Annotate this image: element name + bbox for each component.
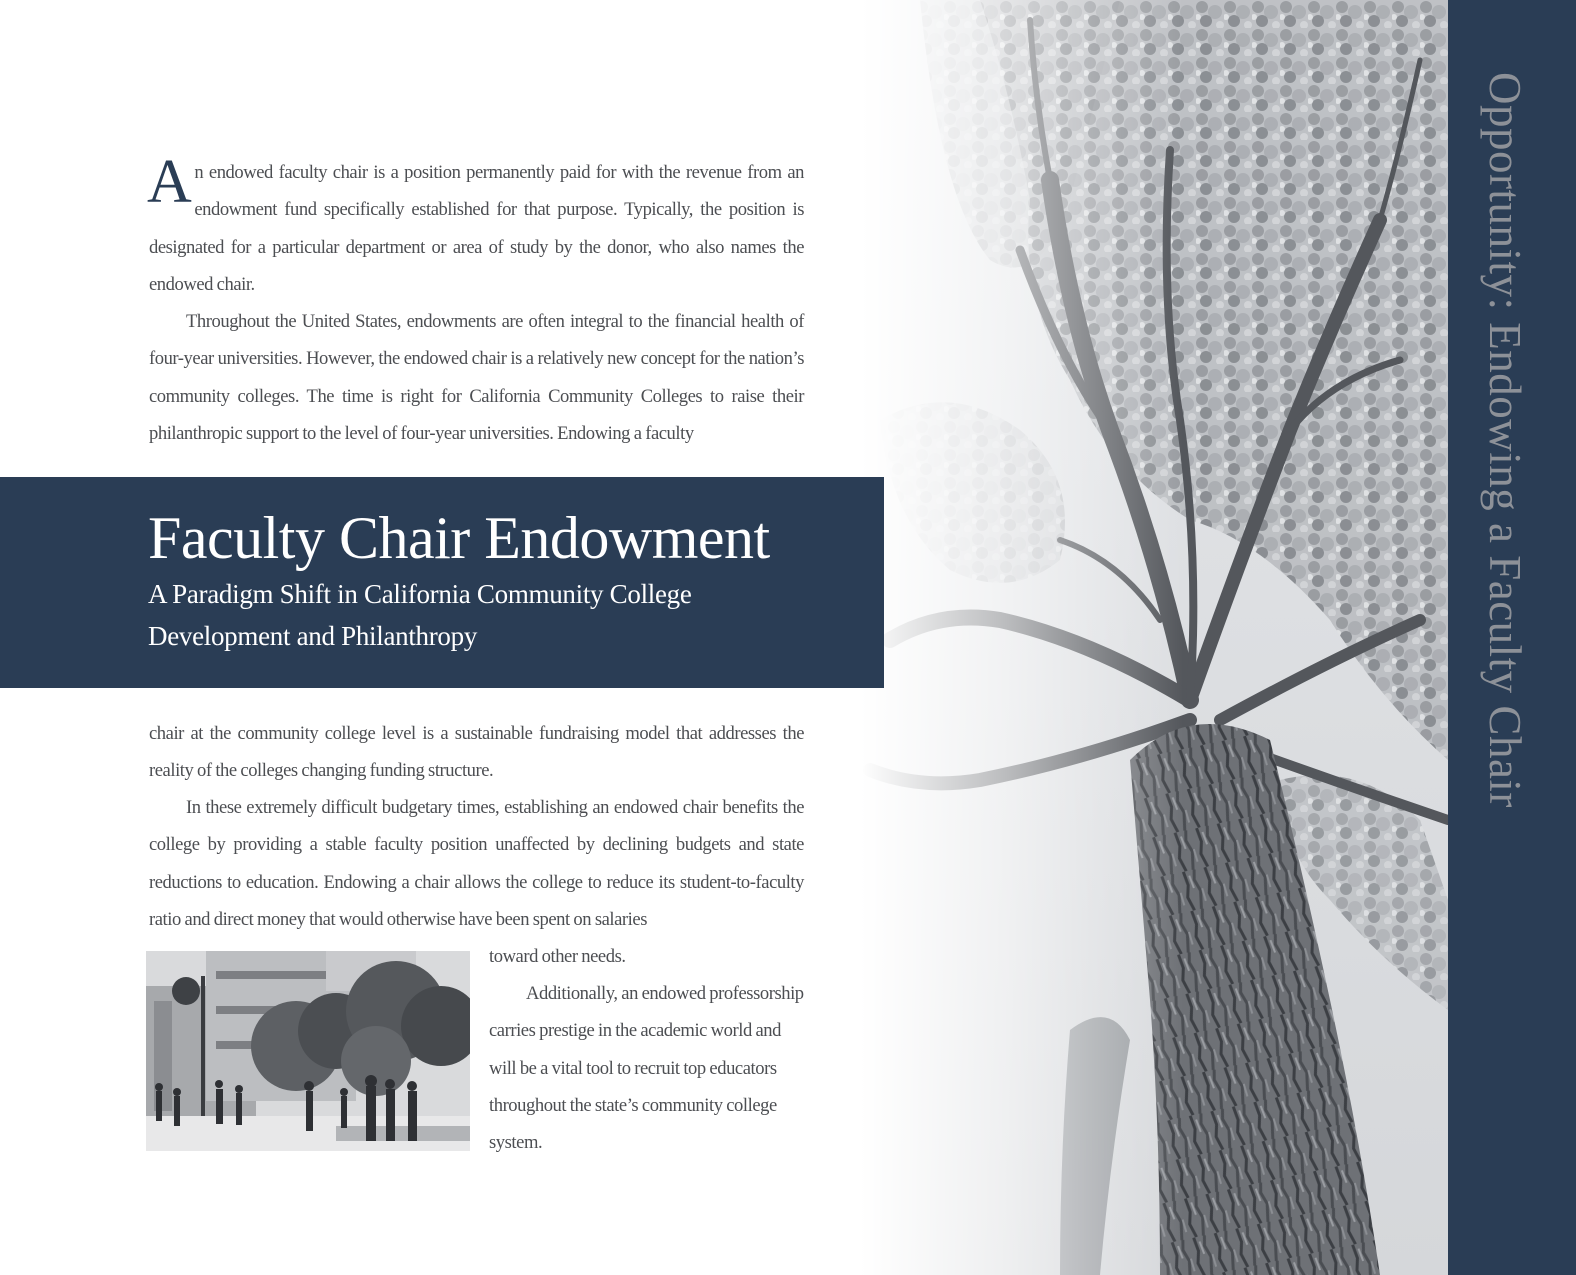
- paragraph-5: toward other needs.: [489, 946, 626, 967]
- intro-text: n endowed faculty chair is a position permanently paid for with the revenue from an endowment fund specifically established for that purpose. Typically, the position is designated for a particular department or area of study by the donor, who also names the endowed chair.: [149, 162, 804, 295]
- paragraph-3: chair at the community college level is a sustainable fundraising model that addresses the reality of the colleges changing funding structure.: [149, 723, 804, 782]
- side-band-title: Opportunity: Endowing a Faculty Chair: [1480, 72, 1530, 808]
- drop-cap: A: [147, 148, 192, 216]
- paragraph-2: Throughout the United States, endowments are often integral to the financial health of four-year universities. However, the endowed chair is a relatively new concept for the nation’s community colleges. The time is right for California Community Colleges to raise their philanthropic support to the level of four-year universities. Endowing a faculty: [149, 311, 804, 444]
- tree-photo: [860, 0, 1448, 1275]
- page-subtitle: A Paradigm Shift in California Community College Development and Philanthropy: [148, 579, 692, 651]
- intro-paragraph: [147, 148, 804, 303]
- campus-photo: [146, 951, 470, 1151]
- title-banner: [0, 477, 884, 688]
- paragraph-6: Additionally, an endowed professorship carries prestige in the academic world and will be a vital tool to recruit top educators throughout the state’s community college system.: [489, 983, 804, 1154]
- page-title: Faculty Chair Endowment: [148, 505, 770, 571]
- paragraph-4: In these extremely difficult budgetary times, establishing an endowed chair benefits the college by providing a stable faculty position unaffected by declining budgets and state reductions to education. Endowing a chair allows the college to reduce its student-to-faculty ratio and direct money that would otherwise have been spent on salaries: [149, 797, 804, 930]
